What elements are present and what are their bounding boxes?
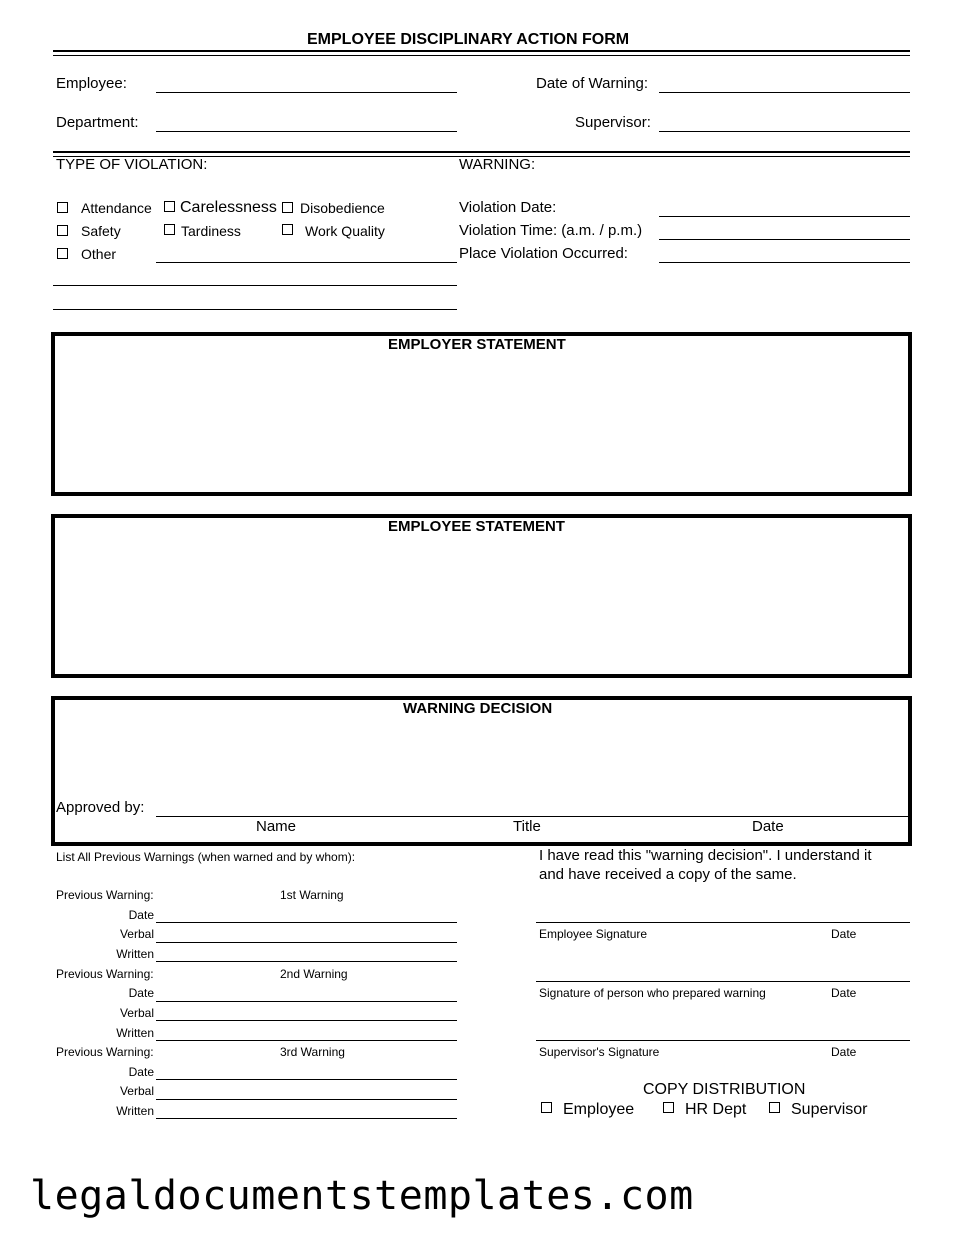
copy-distribution-heading: COPY DISTRIBUTION xyxy=(643,1081,806,1098)
title-divider xyxy=(53,50,910,56)
w3-date-label: Date xyxy=(128,1065,154,1079)
tardiness-checkbox[interactable] xyxy=(164,224,175,235)
w2-written-label: Written xyxy=(116,1026,154,1040)
supervisor-label: Supervisor: xyxy=(575,114,651,131)
w1-date-label: Date xyxy=(128,908,154,922)
previous-warning-3-label: Previous Warning: xyxy=(56,1045,154,1059)
tardiness-label: Tardiness xyxy=(181,223,241,239)
other-field[interactable] xyxy=(156,262,457,263)
second-warning-label: 2nd Warning xyxy=(280,967,348,981)
department-field[interactable] xyxy=(156,131,457,132)
violation-date-field[interactable] xyxy=(659,216,910,217)
violation-date-label: Violation Date: xyxy=(459,199,557,216)
supervisor-signature-date-label: Date xyxy=(831,1045,857,1059)
copy-supervisor-label: Supervisor xyxy=(791,1101,868,1118)
employee-signature-date-label: Date xyxy=(831,927,857,941)
employee-field[interactable] xyxy=(156,92,457,93)
copy-hr-label: HR Dept xyxy=(685,1101,747,1118)
approver-date-label: Date xyxy=(752,818,784,835)
warning-heading: WARNING: xyxy=(459,156,536,173)
site-watermark: legaldocumentstemplates.com xyxy=(30,1173,694,1219)
w3-date-field[interactable] xyxy=(156,1079,457,1080)
attendance-checkbox[interactable] xyxy=(57,202,68,213)
w1-written-label: Written xyxy=(116,947,154,961)
w2-verbal-field[interactable] xyxy=(156,1020,457,1021)
supervisor-signature-field[interactable] xyxy=(536,1040,910,1041)
w1-verbal-field[interactable] xyxy=(156,942,457,943)
w1-written-field[interactable] xyxy=(156,961,457,962)
copy-supervisor-checkbox[interactable] xyxy=(769,1102,780,1113)
date-of-warning-label: Date of Warning: xyxy=(536,75,648,92)
employee-statement-box[interactable] xyxy=(51,514,912,678)
copy-employee-label: Employee xyxy=(563,1101,635,1118)
approved-by-label: Approved by: xyxy=(56,799,145,816)
approver-title-label: Title xyxy=(513,818,541,835)
carelessness-checkbox[interactable] xyxy=(164,201,175,212)
other-checkbox[interactable] xyxy=(57,248,68,259)
previous-warning-1-label: Previous Warning: xyxy=(56,888,154,902)
other-label: Other xyxy=(81,246,117,262)
w2-date-label: Date xyxy=(128,986,154,1000)
w3-verbal-field[interactable] xyxy=(156,1099,457,1100)
previous-warnings-heading: List All Previous Warnings (when warned and by whom): xyxy=(56,850,356,864)
employer-statement-box[interactable] xyxy=(51,332,912,496)
supervisor-signature-label: Supervisor's Signature xyxy=(539,1045,660,1059)
department-label: Department: xyxy=(56,114,139,131)
place-field[interactable] xyxy=(659,262,910,263)
employer-statement-heading: EMPLOYER STATEMENT xyxy=(388,336,566,353)
safety-checkbox[interactable] xyxy=(57,225,68,236)
w2-verbal-label: Verbal xyxy=(119,1006,154,1020)
warning-decision-heading: WARNING DECISION xyxy=(403,700,553,717)
disobedience-checkbox[interactable] xyxy=(282,202,293,213)
violation-time-label: Violation Time: (a.m. / p.m.) xyxy=(459,222,643,239)
work-quality-checkbox[interactable] xyxy=(282,224,293,235)
preparer-signature-date-label: Date xyxy=(831,986,857,1000)
attendance-label: Attendance xyxy=(81,200,152,216)
acknowledgement-line-2: and have received a copy of the same. xyxy=(539,866,797,883)
work-quality-label: Work Quality xyxy=(305,223,385,239)
w2-written-field[interactable] xyxy=(156,1040,457,1041)
approved-by-field[interactable] xyxy=(156,816,908,817)
employee-statement-heading: EMPLOYEE STATEMENT xyxy=(388,518,565,535)
carelessness-label: Carelessness xyxy=(180,199,277,216)
other-field-line-3[interactable] xyxy=(53,309,457,310)
w3-written-label: Written xyxy=(116,1104,154,1118)
supervisor-field[interactable] xyxy=(659,131,910,132)
employee-label: Employee: xyxy=(56,75,127,92)
preparer-signature-field[interactable] xyxy=(536,981,910,982)
w3-written-field[interactable] xyxy=(156,1118,457,1119)
violation-heading: TYPE OF VIOLATION: xyxy=(56,156,208,173)
employee-signature-field[interactable] xyxy=(536,922,910,923)
w2-date-field[interactable] xyxy=(156,1001,457,1002)
first-warning-label: 1st Warning xyxy=(280,888,344,902)
employee-signature-label: Employee Signature xyxy=(539,927,648,941)
copy-employee-checkbox[interactable] xyxy=(541,1102,552,1113)
violation-time-field[interactable] xyxy=(659,239,910,240)
form-title: EMPLOYEE DISCIPLINARY ACTION FORM xyxy=(307,31,630,48)
w3-verbal-label: Verbal xyxy=(119,1084,154,1098)
safety-label: Safety xyxy=(81,223,121,239)
other-field-line-2[interactable] xyxy=(53,285,457,286)
third-warning-label: 3rd Warning xyxy=(280,1045,345,1059)
acknowledgement-line-1: I have read this "warning decision". I understand it xyxy=(539,847,872,864)
date-of-warning-field[interactable] xyxy=(659,92,910,93)
w1-verbal-label: Verbal xyxy=(119,927,154,941)
previous-warning-2-label: Previous Warning: xyxy=(56,967,154,981)
preparer-signature-label: Signature of person who prepared warning xyxy=(539,986,766,1000)
copy-hr-checkbox[interactable] xyxy=(663,1102,674,1113)
w1-date-field[interactable] xyxy=(156,922,457,923)
place-label: Place Violation Occurred: xyxy=(459,245,628,262)
approver-name-label: Name xyxy=(256,818,297,835)
disobedience-label: Disobedience xyxy=(300,200,385,216)
